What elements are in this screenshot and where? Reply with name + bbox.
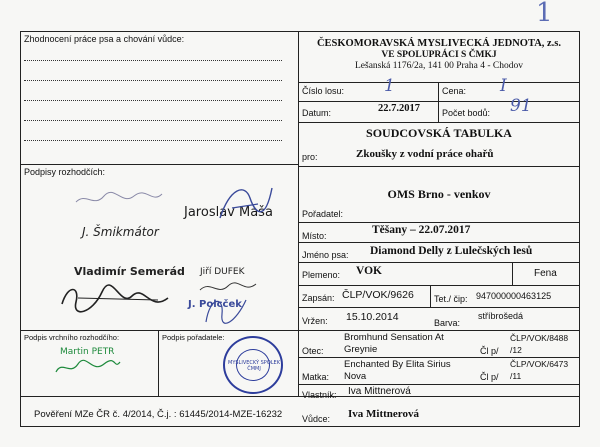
date-label: Datum:: [302, 108, 332, 118]
father-clp-2: /12: [510, 345, 522, 355]
evaluation-label: Zhodnocení práce psa a chování vůdce:: [24, 34, 185, 44]
dotted-line: [24, 120, 282, 121]
father-label: Otec:: [302, 346, 324, 356]
footer-divider: [20, 396, 580, 397]
signature-scribble: [58, 278, 176, 318]
dog-name-value: Diamond Delly z Lulečských lesů: [370, 245, 533, 257]
dotted-line: [24, 140, 282, 141]
authorization-footer: Pověření MZe ČR č. 4/2014, Č.j. : 61445/2014-MZE-16232: [34, 409, 283, 420]
mother-clp-2: /11: [510, 371, 522, 381]
handler-value: Iva Mittnerová: [348, 408, 419, 420]
signatures-label: Podpisy rozhodčích:: [24, 167, 106, 177]
organizer-value: OMS Brno - venkov: [387, 187, 491, 201]
signature-judge-e: J. Polcček: [188, 299, 242, 310]
section-divider: [20, 330, 298, 331]
section-divider: [20, 164, 298, 165]
row-divider: [298, 307, 580, 308]
page-number: 1: [536, 0, 553, 28]
father-name-1: Bromhund Sensation At: [344, 332, 444, 343]
lot-label: Číslo losu:: [302, 86, 345, 96]
owner-value: Iva Mittnerová: [348, 386, 411, 397]
center-divider: [298, 31, 299, 396]
color-value: stříbrošedá: [478, 311, 524, 321]
owner-label: Vlastník:: [302, 390, 337, 400]
stamp-text: MYSLIVECKÝ SPOLEK ČMMJ: [228, 360, 280, 372]
sheet-title: SOUDCOVSKÁ TABULKA: [366, 126, 512, 140]
row-divider: [298, 82, 580, 83]
row-divider: [298, 101, 580, 102]
birth-label: Vržen:: [302, 316, 328, 326]
tattoo-label: Tet./ čip:: [434, 294, 468, 304]
row-divider: [298, 166, 580, 167]
mother-label: Matka:: [302, 372, 330, 382]
signature-judge-a: Jaroslav Maša: [184, 205, 273, 220]
mother-name-2: Nova: [344, 371, 367, 382]
signature-scribble: [74, 188, 164, 212]
signature-judge-c: Vladimír Semerád: [74, 265, 185, 278]
color-label: Barva:: [434, 318, 461, 328]
reg-value: ČLP/VOK/9626: [342, 289, 414, 301]
breed-value: VOK: [356, 265, 382, 277]
signature-flourish: [210, 178, 280, 228]
signature-box-divider: [158, 330, 159, 396]
place-label: Místo:: [302, 231, 327, 241]
row-divider: [298, 262, 580, 263]
chief-judge-label: Podpis vrchního rozhodčího:: [24, 333, 120, 342]
signature-judge-d: Jiří DUFEK: [200, 267, 245, 277]
organizer-label: Pořadatel:: [302, 209, 344, 219]
org-address: Lešanská 1176/2a, 141 00 Praha 4 - Chodov: [355, 61, 523, 71]
signature-scribble: [200, 292, 250, 326]
sex-value: Fena: [534, 268, 557, 279]
row-divider: [298, 330, 580, 331]
row-divider: [298, 222, 580, 223]
reg-label: Zapsán:: [302, 293, 335, 303]
col-divider: [430, 285, 431, 307]
for-value: Zkoušky z vodní práce ohařů: [356, 148, 494, 160]
price-value: I: [500, 76, 507, 96]
signature-judge-b: J. Šmikmátor: [82, 225, 159, 239]
for-label: pro:: [302, 152, 318, 162]
points-label: Počet bodů:: [442, 108, 491, 118]
chief-judge-name: Martin PETR: [60, 347, 115, 357]
father-clp-1: ČLP/VOK/8488: [510, 333, 569, 343]
col-divider: [512, 262, 513, 285]
mother-name-1: Enchanted By Elita Sirius: [344, 359, 451, 370]
points-value: 91: [510, 96, 532, 116]
dotted-line: [24, 60, 282, 61]
mother-clp-1: ČLP/VOK/6473: [510, 359, 569, 369]
place-value: Těšany – 22.07.2017: [372, 224, 471, 236]
org-name: ČESKOMORAVSKÁ MYSLIVECKÁ JEDNOTA, z.s.: [316, 38, 562, 49]
row-divider: [298, 242, 580, 243]
father-name-2: Greynie: [344, 344, 378, 355]
dotted-line: [24, 80, 282, 81]
dotted-line: [24, 100, 282, 101]
row-divider: [298, 357, 580, 358]
date-value: 22.7.2017: [378, 103, 420, 114]
row-divider: [298, 384, 580, 385]
dog-name-label: Jméno psa:: [302, 250, 349, 260]
mother-clp-label: Čl p/: [480, 372, 499, 382]
tattoo-value: 947000000463125: [476, 291, 552, 301]
lot-value: 1: [384, 76, 395, 96]
organizer-signature-label: Podpis pořadatele:: [162, 333, 225, 342]
price-label: Cena:: [442, 86, 467, 96]
breed-label: Plemeno:: [302, 270, 341, 280]
birth-value: 15.10.2014: [346, 311, 399, 323]
handler-label: Vůdce:: [302, 414, 331, 424]
col-divider: [438, 82, 439, 122]
signature-scribble: [52, 356, 122, 380]
father-clp-label: Čl p/: [480, 346, 499, 356]
row-divider: [298, 122, 580, 123]
row-divider: [298, 285, 580, 286]
org-cooperation: VE SPOLUPRÁCI S ČMKJ: [381, 50, 497, 60]
